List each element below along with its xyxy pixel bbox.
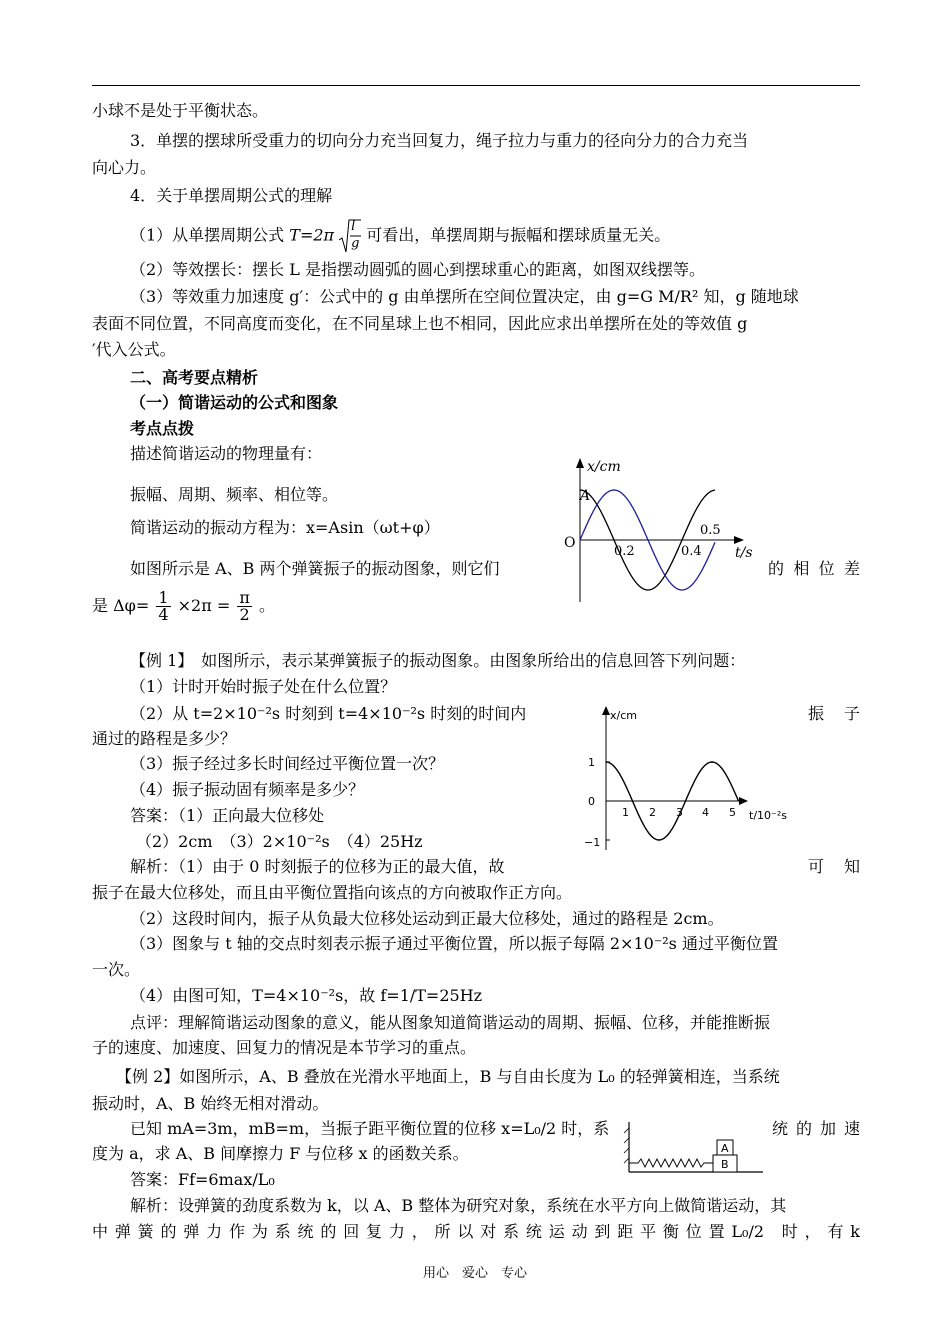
question-line: （1）计时开始时振子处在什么位置？	[130, 677, 397, 696]
equation-line: 简谐运动的振动方程为：x=Asin（ωt+φ）	[130, 518, 440, 537]
x-tick-label: 2	[649, 806, 656, 819]
text-line: （2）等效摆长：摆长 L 是指摆动圆弧的圆心到摆球重心的距离，如图双线摆等。	[130, 260, 705, 279]
y-tick-label: 1	[588, 756, 595, 769]
question-line: 通过的路程是多少？	[92, 729, 237, 748]
text-line: 振动时，A、B 始终无相对滑动。	[92, 1094, 329, 1113]
wall-hatching	[624, 1128, 629, 1163]
radical	[339, 218, 361, 254]
block-b-label: B	[721, 1158, 729, 1171]
fraction	[156, 590, 170, 623]
radical-numerator: l	[351, 219, 356, 234]
text-line	[772, 1118, 860, 1140]
text-fragment: 。	[258, 596, 275, 615]
x-axis-arrow	[734, 536, 744, 544]
x-tick-label: 0.2	[614, 544, 635, 559]
example-heading: 【例 1】 如图所示，表示某弹簧振子的振动图象。由图象所给出的信息回答下列问题：	[130, 651, 746, 670]
question-line: （4）振子振动固有频率是多少？	[130, 780, 365, 799]
solution-line: 振子在最大位移处，而且由平衡位置指向该点的方向被取作正方向。	[92, 883, 573, 902]
text-line: 度为 a，求 A、B 间摩擦力 F 与位移 x 的函数关系。	[92, 1144, 469, 1163]
text-fragment: 可 知	[808, 857, 860, 876]
fraction-numerator: π	[239, 588, 250, 607]
x-tick-label: 4	[702, 806, 709, 819]
header-rule	[92, 85, 860, 86]
text-fragment: ×2π =	[177, 596, 231, 615]
answer-line: （2）2cm （3）2×10⁻²s （4）25Hz	[136, 832, 423, 851]
text-line: 如图所示是 A、B 两个弹簧振子的振动图象，则它们	[130, 559, 500, 578]
section-heading: 二、高考要点精析	[130, 368, 259, 387]
y-tick-label: −1	[584, 836, 601, 849]
x-axis-label: t/s	[735, 545, 753, 561]
text-line: 3．单摆的摆球所受重力的切向分力充当回复力，绳子拉力与重力的径向分力的合力充当	[130, 131, 749, 150]
solution-line: 解析：（1）由于 0 时刻振子的位移为正的最大值，故	[130, 857, 505, 876]
x-axis-label: t/10⁻²s	[749, 809, 787, 822]
solution-line: （2）这段时间内，振子从负最大位移处运动到正最大位移处，通过的路程是 2cm。	[130, 909, 724, 928]
text-line: 向心力。	[92, 158, 157, 177]
x-tick-label: 5	[729, 806, 736, 819]
example-heading: 【例 2】如图所示，A、B 叠放在光滑水平地面上，B 与自由长度为 L₀ 的轻弹簧相连，当系统	[116, 1067, 780, 1086]
x-tick-label: 0.5	[700, 523, 721, 538]
text-line	[808, 703, 860, 725]
text-line: ′代入公式。	[92, 340, 176, 359]
solution-line: （3）图象与 t 轴的交点时刻表示振子通过平衡位置，所以振子每隔 2×10⁻²s 通过平衡位置	[130, 934, 778, 953]
y-axis-label: x/cm	[587, 459, 621, 475]
text-line: （3）等效重力加速度 g′：公式中的 g 由单摆所在空间位置决定，由 g=G M/R² 知，g 随地球	[130, 287, 799, 306]
text-fragment: 的 相 位 差	[768, 559, 860, 578]
question-line: （2）从 t=2×10⁻²s 时刻到 t=4×10⁻²s 时刻的时间内	[130, 704, 527, 723]
text-fragment: 振 子	[808, 704, 860, 723]
x-tick-label: 0.4	[681, 544, 702, 559]
formula-line	[130, 218, 670, 254]
x-tick-label: 3	[676, 806, 683, 819]
review-line: 子的速度、加速度、回复力的情况是本节学习的重点。	[92, 1038, 477, 1057]
text-line: 描述简谐运动的物理量有：	[130, 444, 323, 463]
text-line: 表面不同位置，不同高度而变化，在不同星球上也不相同，因此应求出单摆所在处的等效值 g	[92, 314, 748, 333]
review-line: 点评：理解简谐运动图象的意义，能从图象知道简谐运动的周期、振幅、位移，并能推断振	[130, 1013, 771, 1032]
text-line: 已知 mA=3m，mB=m，当振子距平衡位置的位移 x=L₀/2 时，系	[130, 1119, 610, 1138]
text-line: 4．关于单摆周期公式的理解	[130, 186, 333, 205]
solution-line	[92, 1221, 860, 1243]
answer-line: 答案：Ff=6max/L₀	[130, 1170, 275, 1189]
y-axis-arrow	[576, 458, 584, 468]
text-fragment: （1）从单摆周期公式	[130, 225, 285, 245]
spring-block-figure	[620, 1120, 770, 1180]
answer-line: 答案：（1）正向最大位移处	[130, 806, 325, 825]
radical-denominator: g	[351, 236, 360, 251]
fraction-denominator: 2	[239, 605, 250, 624]
oscillation-figure-ab	[560, 452, 760, 604]
fraction-numerator: 1	[158, 588, 169, 607]
text-line: 小球不是处于平衡状态。	[92, 101, 269, 120]
question-line: （3）振子经过多长时间经过平衡位置一次？	[130, 754, 445, 773]
y-tick-label: 0	[588, 795, 595, 808]
amplitude-label: A	[580, 488, 591, 504]
text-fragment: 可看出，单摆周期与振幅和摆球质量无关。	[366, 225, 671, 245]
period-formula: T=2π	[289, 225, 335, 245]
subsection-heading: 考点点拨	[130, 419, 195, 438]
spring	[629, 1159, 713, 1167]
fraction-denominator: 4	[158, 605, 169, 624]
x-axis-arrow	[739, 797, 748, 805]
page-footer: 用心 爱心 专心	[422, 1266, 527, 1281]
subsection-heading: （一）简谐运动的公式和图象	[130, 393, 339, 412]
text-line	[808, 856, 860, 878]
text-line: 振幅、周期、频率、相位等。	[130, 485, 339, 504]
origin-label: O	[564, 535, 576, 551]
text-fragment: 中 弹 簧 的 弹 力 作 为 系 统 的 回 复 力 ， 所 以 对 系 统 运 动 到 距 平 衡 位 置 L₀/2 时 ， 有 k	[92, 1222, 860, 1241]
solution-line: 一次。	[92, 960, 141, 979]
fraction	[237, 590, 252, 623]
y-axis-label: x/cm	[610, 709, 637, 722]
y-axis-arrow	[602, 706, 610, 715]
text-fragment: 是 Δφ=	[92, 596, 150, 615]
oscillation-figure-example1	[578, 700, 808, 860]
phase-difference	[92, 590, 275, 623]
block-a-label: A	[721, 1142, 729, 1155]
solution-line: 解析：设弹簧的劲度系数为 k，以 A、B 整体为研究对象，系统在水平方向上做简谐运动，其	[130, 1196, 787, 1215]
x-tick-label: 1	[622, 806, 629, 819]
text-fragment: 统 的 加 速	[772, 1119, 860, 1138]
text-line	[768, 558, 860, 580]
solution-line: （4）由图可知，T=4×10⁻²s，故 f=1/T=25Hz	[130, 986, 483, 1005]
